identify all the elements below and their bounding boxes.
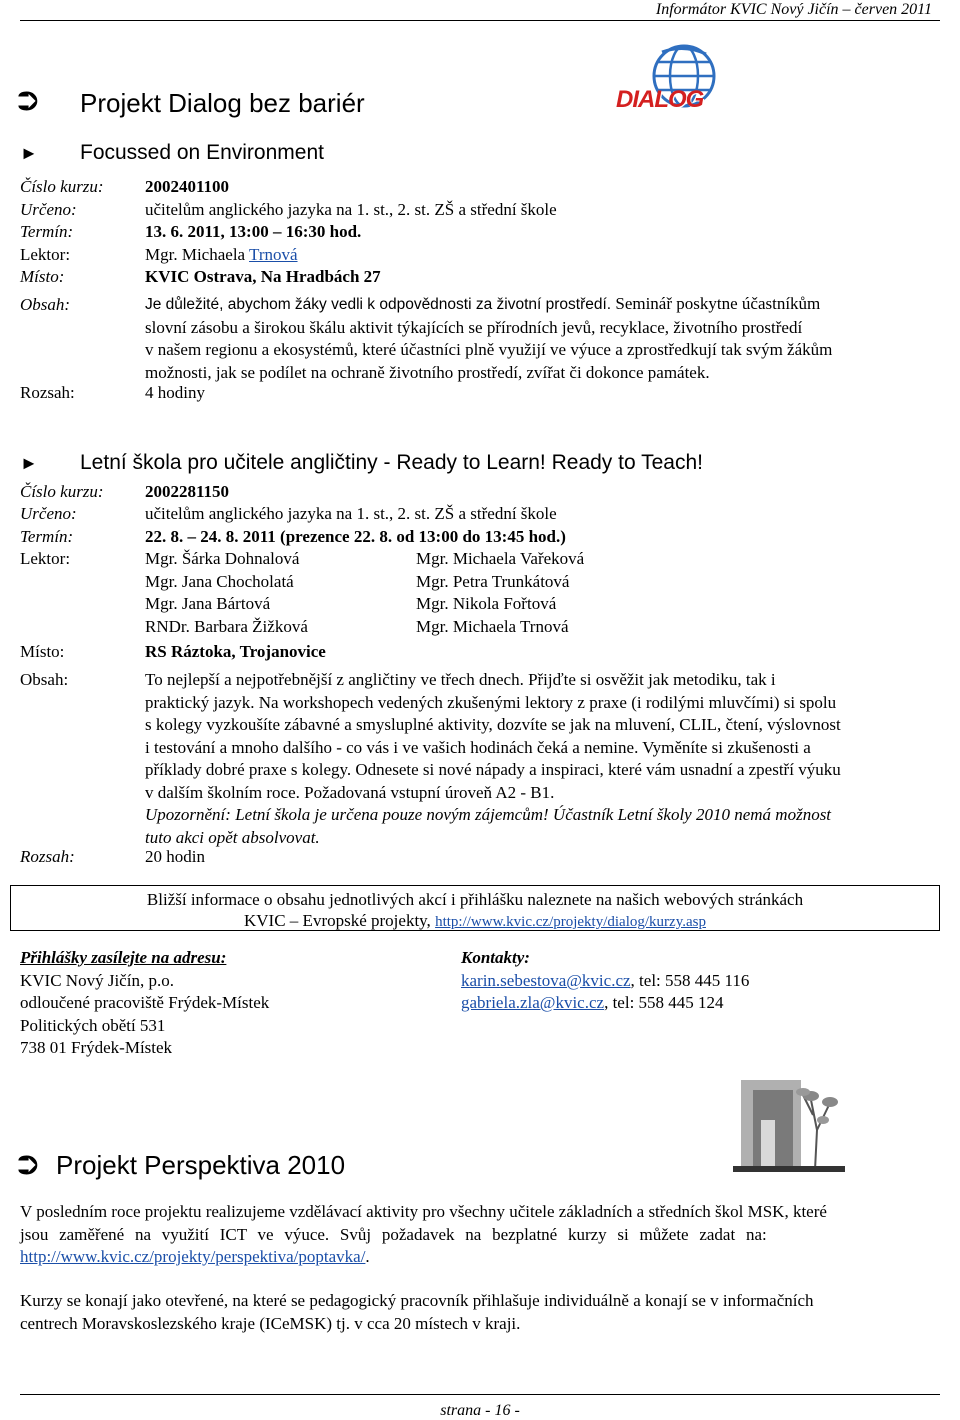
email-link[interactable]: karin.sebestova@kvic.cz: [461, 970, 631, 990]
para-line: jsou zaměřené na využití ICT ve výuce. Svůj požadavek na bezplatné kurzy si můžete zadat na:: [20, 1224, 767, 1244]
footer-rule: [20, 1394, 940, 1395]
obsah-line: příklady dobré praxe s kolegy. Odnesete si nové nápady a inspiraci, které vám usnadní a zpestří výuku: [145, 760, 841, 779]
obsah-line: i testování a mnoho dalšího - co vás i ve vašich hodinách čeká a nemine. Vyměníte si zkušenosti a: [145, 737, 811, 757]
lector-name: RNDr. Barbara Žižková: [145, 616, 308, 636]
info-prefix: KVIC – Evropské projekty,: [244, 911, 436, 930]
arrow-icon: ⮊: [18, 86, 38, 116]
course2-rozsah-label: Rozsah:: [20, 847, 75, 866]
course1-title: Focussed on Environment: [80, 141, 324, 164]
address-heading: Přihlášky zasílejte na adresu:: [20, 948, 227, 967]
course1-lektor-label: Lektor:: [20, 245, 71, 264]
course1-cislo: 2002401100: [145, 177, 230, 196]
obsah-line: To nejlepší a nejpotřebnější z angličtiny ve třech dnech. Přijďte si osvěžit jak metodiku, tak i: [145, 670, 776, 689]
para-line: V posledním roce projektu realizujeme vzdělávací aktivity pro všechny učitele základních a středních škol MSK, které: [20, 1202, 827, 1221]
note-line: Upozornění: Letní škola je určena pouze novým zájemcům! Účastník Letní školy 2010 nemá možnost: [145, 805, 832, 824]
address-line: KVIC Nový Jičín, p.o.: [20, 970, 174, 990]
address-block: [20, 947, 269, 1060]
para-end: .: [365, 1247, 370, 1266]
address-line: 738 01 Frýdek-Místek: [20, 1038, 173, 1057]
address-line: odloučené pracoviště Frýdek-Místek: [20, 993, 270, 1012]
obsah-line: praktický jazyk. Na workshopech vedených zkušenými lektory z praxe (i rodilými mluvčími) si spolu: [145, 692, 837, 712]
course2-lektor-label: Lektor:: [20, 549, 71, 568]
running-header: Informátor KVIC Nový Jičín – červen 2011: [655, 1, 932, 18]
email-link[interactable]: gabriela.zla@kvic.cz: [461, 993, 605, 1012]
address-line: Politických obětí 531: [20, 1015, 166, 1035]
course1-misto: KVIC Ostrava, Na Hradbách 27: [145, 267, 381, 286]
section-title-dialog: Projekt Dialog bez bariér: [80, 88, 365, 118]
course1-rozsah-label: Rozsah:: [20, 383, 75, 402]
course1-obsah: [145, 293, 940, 384]
obsah-lead: Je důležité, abychom žáky vedli k odpovědnosti za životní prostředí.: [145, 296, 612, 313]
course1-obsah-label: Obsah:: [20, 295, 71, 314]
lector-name: Mgr. Jana Chocholatá: [145, 571, 294, 591]
info-line: [11, 910, 939, 933]
course1-cislo-label: Číslo kurzu:: [20, 177, 104, 196]
lektor-name: Mgr. Michaela: [145, 245, 250, 264]
dialog-logo: [612, 44, 727, 116]
phone-text: , tel: 558 445 124: [604, 993, 724, 1012]
course2-title: Letní škola pro učitele angličtiny - Ready to Learn! Ready to Teach!: [80, 451, 703, 474]
obsah-line: slovní zásobu a širokou škálu aktivit týkajících se přírodních jevů, recyklace, životního prostředí: [145, 317, 803, 337]
course2-obsah: [145, 669, 940, 849]
info-line: Bližší informace o obsahu jednotlivých akcí i přihlášku naleznete na našich webových stránkách: [146, 890, 804, 909]
course2-termin: 22. 8. – 24. 8. 2011 (prezence 22. 8. od 13:00 do 13:45 hod.): [145, 527, 566, 546]
contacts-heading: Kontakty:: [461, 948, 530, 967]
lector-name: Mgr. Šárka Dohnalová: [145, 549, 300, 568]
perspektiva-paragraph-1: [20, 1201, 940, 1269]
phone-text: , tel: 558 445 116: [630, 970, 750, 990]
triangle-bullet-icon: ►: [20, 453, 38, 473]
course1-termin: 13. 6. 2011, 13:00 – 16:30 hod.: [145, 222, 362, 241]
lector-name: Mgr. Michaela Vařeková: [416, 549, 585, 568]
course2-cislo: 2002281150: [145, 482, 230, 501]
obsah-line: možnosti, jak se podílet na ochraně životního prostředí, zvířat či dokonce památek.: [145, 362, 710, 382]
course2-misto: RS Ráztoka, Trojanovice: [145, 642, 326, 661]
course2-termin-label: Termín:: [20, 527, 74, 546]
lector-name: Mgr. Michaela Trnová: [416, 616, 569, 636]
course2-misto-label: Místo:: [20, 642, 65, 661]
arrow-icon: ⮊: [18, 1150, 38, 1180]
note-line: tuto akci opět absolvovat.: [145, 827, 320, 847]
obsah-line: s kolegy vyzkoušíte zábavné a smysluplné aktivity, dozvíte se jak na mluvení, CLIL, čtení, výslovnost: [145, 715, 841, 734]
lectors-left-list: [145, 548, 308, 638]
course2-urceno-label: Určeno:: [20, 504, 77, 523]
dialog-courses-link[interactable]: http://www.kvic.cz/projekty/dialog/kurzy.asp: [435, 914, 706, 930]
course2-obsah-label: Obsah:: [20, 670, 69, 689]
lektor-link[interactable]: Trnová: [249, 245, 298, 264]
section-title-perspektiva: Projekt Perspektiva 2010: [56, 1150, 346, 1180]
course2-rozsah: 20 hodin: [145, 847, 205, 866]
para-line: Kurzy se konají jako otevřené, na které se pedagogický pracovník přihlašuje individuálně a konají se v informačních: [20, 1291, 814, 1310]
perspektiva-image: [733, 1070, 845, 1172]
para-line: centrech Moravskoslezského kraje (ICeMSK) tj. v cca 20 místech v kraji.: [20, 1313, 521, 1333]
perspektiva-link[interactable]: http://www.kvic.cz/projekty/perspektiva/poptavka/: [20, 1247, 366, 1266]
lector-name: Mgr. Nikola Fořtová: [416, 594, 557, 613]
lector-name: Mgr. Petra Trunkátová: [416, 571, 570, 591]
info-box: [10, 885, 940, 931]
perspektiva-paragraph-2: [20, 1290, 940, 1335]
lectors-right-list: [416, 548, 584, 638]
course2-cislo-label: Číslo kurzu:: [20, 482, 104, 501]
logo-text: DIALOG: [616, 86, 704, 113]
page-number: strana - 16 -: [440, 1402, 520, 1419]
course1-urceno-label: Určeno:: [20, 200, 77, 219]
contacts-block: [461, 947, 749, 1015]
course1-rozsah: 4 hodiny: [145, 383, 205, 402]
obsah-rest: Seminář poskytne účastníkům: [611, 294, 821, 313]
header-rule: [20, 20, 940, 21]
course1-urceno: učitelům anglického jazyka na 1. st., 2. st. ZŠ a střední škole: [145, 200, 557, 219]
obsah-line: v našem regionu a ekosystémů, které účastníci plně využijí ve výuce a zprostředkují tak svým žákům: [145, 340, 833, 359]
obsah-line: v dalším školním roce. Požadovaná vstupní úroveň A2 - B1.: [145, 782, 555, 802]
course2-urceno: učitelům anglického jazyka na 1. st., 2. st. ZŠ a střední škole: [145, 504, 557, 523]
course1-termin-label: Termín:: [20, 222, 74, 241]
course1-misto-label: Místo:: [20, 267, 65, 286]
course1-lektor: [145, 245, 298, 265]
lector-name: Mgr. Jana Bártová: [145, 594, 271, 613]
triangle-bullet-icon: ►: [20, 143, 38, 163]
tree-illustration-icon: [733, 1070, 845, 1172]
